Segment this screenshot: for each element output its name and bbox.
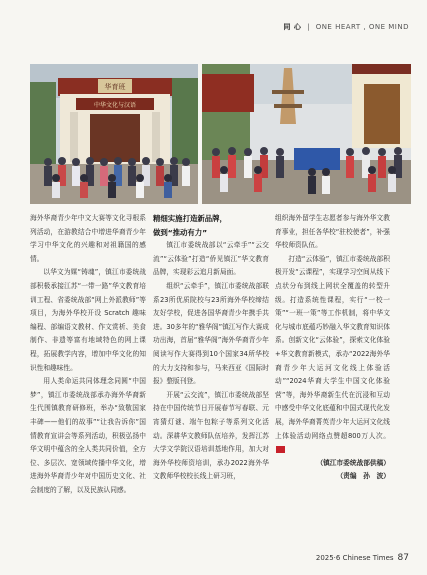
page-header (0, 0, 427, 44)
magazine-issue: 2025·6 Chinese Times (315, 554, 394, 562)
banner-text: 中华文化与汉语 (93, 102, 137, 109)
group-photo-temple (202, 64, 411, 204)
paragraph: 镇江市委统战部以“云牵手”“云交流”“云体验”打造“侨见镇江”华文教育品牌，实现彩云追月新局面。 (153, 241, 269, 277)
paragraph-text: 打造“云体验”，镇江市委统战部积极开发“云课程”，实现学习空间从线下点状分布到线上网状全覆盖的转型升级。打造系统性课程，实行“一校一策”“一班一策”等工作机制，将中华文化与城市底蕴巧妙融入华文教育知识体系。创新文化“云体验”，探索文化体验+华文教育新模式，承办“2022海外华裔青少年大运河文化线上体验活动”“2024华裔大学生中国文化体验营”等，海外华裔新生代在沉浸和互动中感受中华文化底蕴和中国式现代化发展，海外华裔菁英青少年大运河文化线上体验活动网络点赞超800万人次。 (275, 254, 390, 440)
page-footer (316, 553, 409, 563)
paragraph: 以华文为媒“铸魂”，镇江市委统战部积极承接江苏“一带一路”华文教育培训工程、省委统战部“网上外派教师”等项目，为海外华校开设 Scratch 趣味编程、部编语文教材、作文赏析、美食制作、非遗等富有地域特色的网上课程，拓展教学内容，增加中华文化的知识性和趣味性。 (30, 268, 146, 372)
building-sign-text: 华育班 (104, 83, 126, 91)
photo-strip (30, 64, 411, 204)
page-number: 87 (397, 553, 409, 563)
paragraph: 组织海外留学生志愿者参与海外华文教育事业，担任各华校“驻校使者”，补强华校师资队伍。 (275, 214, 390, 250)
section-heading-line2: 做到“推动有力” (153, 227, 208, 237)
editor-credit: （责编 孙 波） (336, 472, 390, 481)
section-heading-line1: 精细实施打造新品牌， (153, 214, 227, 223)
section-tag: 同 心 | ONE HEART , ONE MIND (283, 23, 409, 31)
article-column-1 (30, 212, 146, 497)
paragraph: 用人类命运共同体理念同圆“中国梦”，镇江市委统战部承办海外华裔新生代围镇教育研修班，举办“致敬国家丰碑——他们的故事”“让我告诉你”国情教育宣讲会等系列活动，积极弘扬中华文明中蕴含的全人类共同价值，全方位、多层次、宽领域传播中华文化，增进海外华裔青少年对中国历史文化、社会制度的了解，以及民族认同感。 (30, 377, 146, 494)
paragraph (275, 253, 390, 457)
paragraph: 组织“云牵手”，镇江市委统战部联系23所优质院校与23所海外华校缔结友好学校，促进各国华裔青少年携手共进。30多年的“雅华阁”镇江写作大赛成功出海，首届“雅华阁”海外华裔青少年阅读写作大赛得到10个国家34所华校的大力支持和参与，马来西亚《国际时报》整版刊登。 (153, 281, 269, 386)
group-photo-building (30, 64, 198, 204)
section-title-en: ONE HEART , ONE MIND (315, 23, 409, 31)
article-column-2 (153, 212, 269, 484)
end-mark-icon (276, 446, 285, 453)
article-column-3 (275, 212, 390, 484)
source-credit: （镇江市委统战部供稿） (316, 458, 390, 467)
section-title-cn: 同 心 (283, 23, 302, 31)
paragraph: 海外华裔青少年中文大赛等文化寻根系列活动，在游教结合中增进华裔青少年学习中华文化的兴趣和对祖籍国的感情。 (30, 214, 146, 263)
paragraph: 开展“云交流”，镇江市委统战部坚持在中国传统节日开展春节写春联、元宵猜灯谜、端午包粽子等系列文化活动。深耕华文教师队伍培养，发挥江苏大学文学院汉语培训基地作用，加大对海外华校师资培训，承办2022海外华文教师华校校长线上研习班， (153, 390, 269, 481)
